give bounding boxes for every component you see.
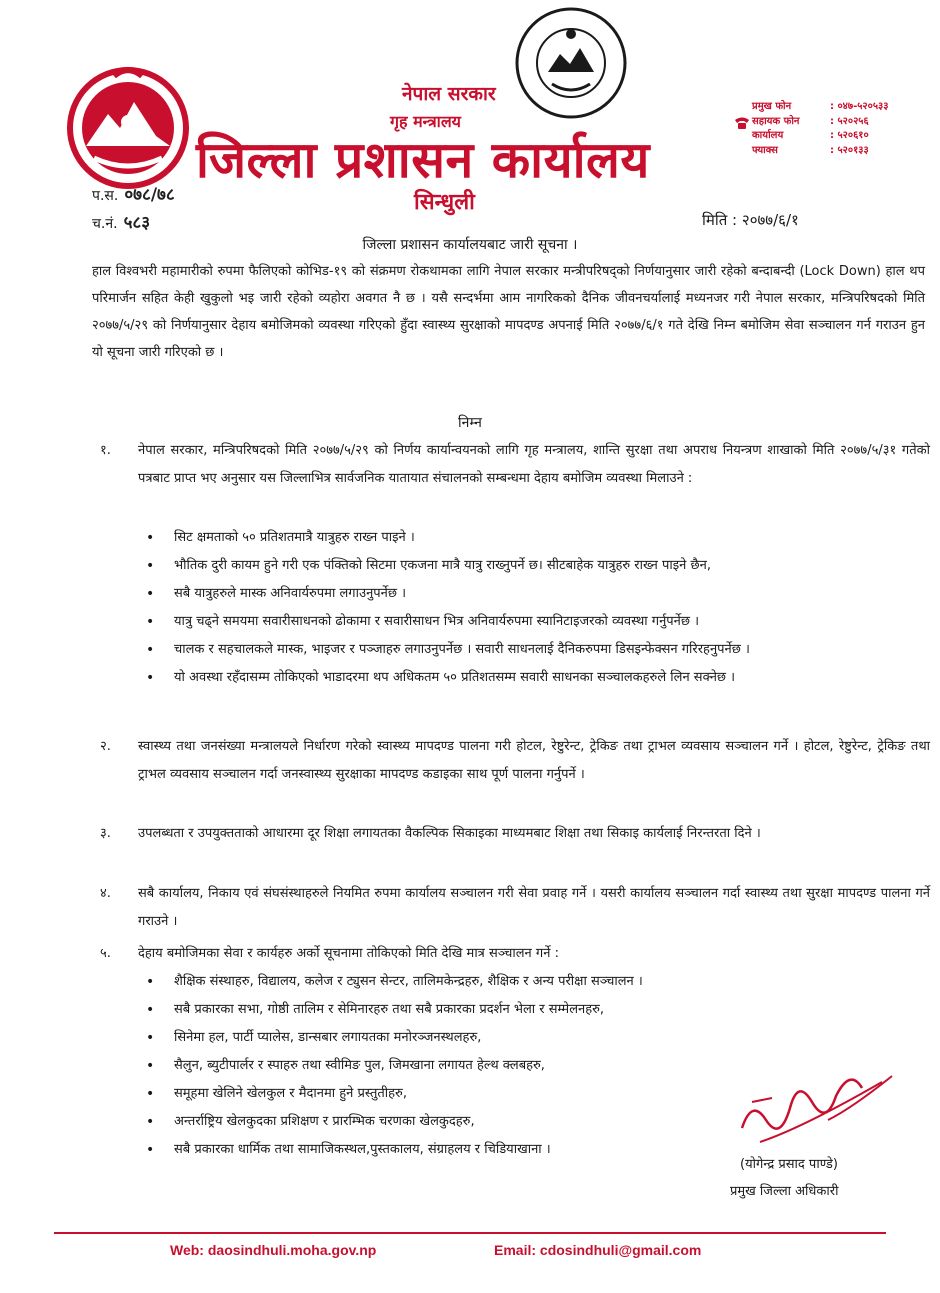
nepal-emblem-icon — [64, 62, 192, 190]
contact-row: सहायक फोन : ५२०२५६ — [752, 115, 869, 127]
signer-name: (योगेन्द्र प्रसाद पाण्डे) — [740, 1157, 838, 1172]
list-item: • सबै प्रकारका सभा, गोष्ठी तालिम र सेमिनारहरु तथा सबै प्रकारका प्रदर्शन भेला र सम्मेलनहरु, — [140, 996, 900, 1024]
notice-item-5: ५. देहाय बमोजिमका सेवा र कार्यहरु अर्को सूचनामा तोकिएको मिति देखि मात्र सञ्चालन गर्ने : — [100, 946, 559, 961]
ministry-name: गृह मन्त्रालय — [390, 112, 461, 131]
contact-numbers — [752, 100, 888, 158]
list-item: • सैलुन, ब्युटीपार्लर र स्पाहरु तथा स्वीमिङ पुल, जिमखाना लगायत हेल्थ क्लबहरु, — [140, 1052, 900, 1080]
letter-reference-number: प.स. ०७८/७८ — [92, 185, 175, 205]
notice-item-4: ४. सबै कार्यालय, निकाय एवं संघसंस्थाहरुले नियमित रुपमा कार्यालय सञ्चालन गरी सेवा प्रवाह गर्ने । यसरी कार्यालय सञ्चालन गर्दा स्वास्थ्य तथा सुरक्षा मापदण्ड पालना गर्ने गराउने । — [100, 886, 930, 929]
list-item: • समूहमा खेलिने खेलकुल र मैदानमा हुने प्रस्तुतीहरु, — [140, 1080, 900, 1108]
list-item: • सबै यात्रुहरुले मास्क अनिवार्यरुपमा लगाउनुपर्नेछ । — [140, 580, 900, 608]
notice-item-3: ३. उपलब्धता र उपयुक्तताको आधारमा दूर शिक्षा लगायतका वैकल्पिक सिकाइका माध्यमबाट शिक्षा तथा सिकाइ कार्यलाई निरन्तरता दिने । — [100, 826, 761, 841]
transport-rules-list — [140, 524, 900, 692]
handwritten-signature — [732, 1058, 902, 1154]
footer-divider — [54, 1232, 886, 1234]
intro-paragraph: हाल विश्वभरी महामारीको रुपमा फैलिएको कोभिड-१९ को संक्रमण रोकथामका लागि नेपाल सरकार मन्त्रीपरिषद्को निर्णयानुसार जारी रहेको बन्दाबन्दी (Lock Down) हाल थप परिमार्जन सहित केही खुकुलो भइ जारी रहेको व्यहोरा अवगत नै छ । यसै सन्दर्भमा आम नागरिकको दैनिक जीवनचर्यालाई मध्यनजर गरी नेपाल सरकार, मन्त्रिपरिषदको मिति २०७७/५/२९ को निर्णयानुसार देहाय बमोजिमको व्यवस्था गरिएको हुँदा स्वास्थ्य सुरक्षाको मापदण्ड अपनाई मिति २०७७/६/१ गते देखि निम्न बमोजिम सेवा सञ्चालन गर्न गराउन हुन यो सूचना जारी गरिएको छ । — [92, 264, 925, 360]
list-item: • सिट क्षमताको ५० प्रतिशतमात्रै यात्रुहरु राख्न पाइने । — [140, 524, 900, 552]
district-name: सिन्धुली — [414, 190, 475, 215]
list-item: • शैक्षिक संस्थाहरु, विद्यालय, कलेज र ट्युसन सेन्टर, तालिमकेन्द्रहरु, शैक्षिक र अन्य परीक्षा सञ्चालन । — [140, 968, 900, 996]
list-item: • सिनेमा हल, पार्टी प्यालेस, डान्सबार लगायतका मनोरञ्जनस्थलहरु, — [140, 1024, 900, 1052]
dispatch-number: च.नं. ५८३ — [92, 213, 151, 233]
notice-date: मिति : २०७७/६/१ — [702, 211, 799, 229]
subheading: निम्न — [458, 415, 482, 431]
contact-row: कार्यालय : ५२०६१० — [752, 130, 869, 141]
list-item: • यो अवस्था रहँदासम्म तोकिएको भाडादरमा थप अधिकतम ५० प्रतिशतसम्म सवारी साधनका सञ्चालकहरुले लिन सक्नेछ । — [140, 664, 900, 692]
signer-title: प्रमुख जिल्ला अधिकारी — [730, 1184, 839, 1199]
list-item: • यात्रु चढ्ने समयमा सवारीसाधनको ढोकामा र सवारीसाधन भित्र अनिवार्यरुपमा स्यानिटाइजरको व्यवस्था गर्नुपर्नेछ । — [140, 608, 900, 636]
footer-email[interactable]: Email: cdosindhuli@gmail.com — [494, 1242, 702, 1258]
contact-row: प्रमुख फोन : ०४७-५२०५३३ — [752, 101, 889, 112]
government-name: नेपाल सरकार — [402, 83, 496, 105]
list-item: • अन्तर्राष्ट्रिय खेलकुदका प्रशिक्षण र प्रारम्भिक चरणका खेलकुदहरु, — [140, 1108, 900, 1136]
notice-heading: जिल्ला प्रशासन कार्यालयबाट जारी सूचना । — [362, 237, 578, 253]
list-item: • सबै प्रकारका धार्मिक तथा सामाजिकस्थल,पुस्तकालय, संग्राहलय र चिडियाखाना । — [140, 1136, 900, 1164]
office-seal-stamp — [512, 4, 630, 122]
notice-item-1: १. नेपाल सरकार, मन्त्रिपरिषदको मिति २०७७/५/२९ को निर्णय कार्यान्वयनको लागि गृह मन्त्रालय, शान्ति सुरक्षा तथा अपराध नियन्त्रण शाखाको मिति २०७७/५/३१ गतेको पत्रबाट प्राप्त भए अनुसार यस जिल्लाभित्र सार्वजनिक यातायात संचालनको सम्बन्धमा देहाय बमोजिम व्यवस्था मिलाउने : — [100, 443, 930, 486]
list-item: • भौतिक दुरी कायम हुने गरी एक पंक्तिको सिटमा एकजना मात्रै यात्रु राख्नुपर्ने छ। सीटबाहेक यात्रुहरु राख्न पाइने छैन, — [140, 552, 900, 580]
office-name: जिल्ला प्रशासन कार्यालय — [196, 131, 650, 189]
footer-website[interactable]: Web: daosindhuli.moha.gov.np — [170, 1242, 377, 1258]
notice-item-2: २. स्वास्थ्य तथा जनसंख्या मन्त्रालयले निर्धारण गरेको स्वास्थ्य मापदण्ड पालना गरी होटल, रेष्टुरेन्ट, ट्रेकिङ तथा ट्राभल व्यवसाय सञ्चालन गर्ने । होटल, रेष्टुरेन्ट, ट्रेकिङ तथा ट्राभल व्यवसाय सञ्चालन गर्दा जनस्वास्थ्य सुरक्षाका मापदण्ड कडाइका साथ पूर्ण पालना गर्नुपर्ने । — [100, 739, 930, 782]
contact-row: फ्याक्स : ५२०१३३ — [752, 144, 869, 156]
list-item: • चालक र सहचालकले मास्क, भाइजर र पञ्जाहरु लगाउनुपर्नेछ । सवारी साधनलाई दैनिकरुपमा डिसइन्फेक्सन गरिरहनुपर्नेछ । — [140, 636, 900, 664]
phone-icon — [734, 116, 750, 130]
